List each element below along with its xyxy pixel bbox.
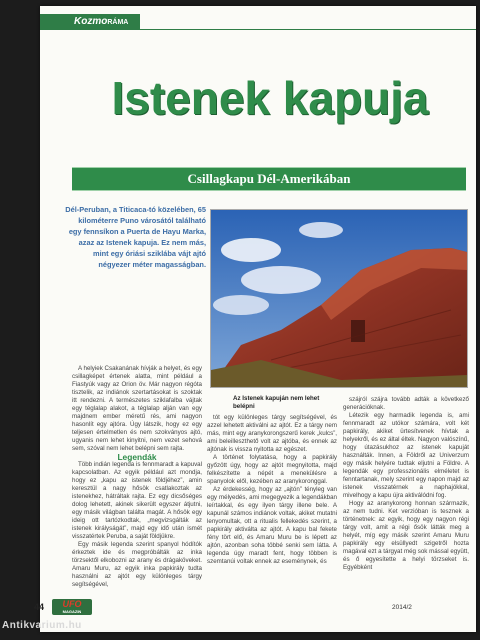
article-photo <box>210 209 468 388</box>
paragraph: Több indián legenda is fennmaradt a kapuval kapcsolatban. Az egyik például azt mondja, hogy ez „kapu az istenek földjéhez”, amin keresztül a nagy hősök csatlakoztak az istenekhez, hátráltak rajta. Ez egy dicsőséges dolog lehetett, akinek sikerült egyszer átjutni, egy másik világban találta magát. A hősök egy ideig ott tartózkodtak, „megvizsgálták az istenek királyságát”, majd egy idő után ismét visszatértek Peruba, a saját földjükre. <box>72 461 202 540</box>
legends-heading: Legendák <box>117 452 157 462</box>
paragraph: szájról szájra tovább adták a következő generációknak. <box>343 396 469 411</box>
paragraph: Hogy az aranykorong honnan származik, az nem tudni. Ket verzióban is tesznek a történetnek: az egyik, hogy egy nagyon régi tárgy volt, amit a régi ősök látták meg a helyét, míg egy másik szerint Amaru Muru papkirály egy elsüllyedt szigetről hozta magával ezt a tárgyat még sok mással együtt, és ő egyesítette a helyi törzseket is. Egyébként <box>343 500 469 571</box>
paragraph: A történet folytatása, hogy a papkirály győzött úgy, hogy az ajtót megnyitotta, majd felkészítette a népét a menekülésre a spanyolok elől, kezében az aranykoronggal. <box>207 454 337 485</box>
article-title: Istenek kapuja <box>111 72 429 124</box>
magazine-page <box>40 6 476 632</box>
page-number: 44 <box>34 602 45 612</box>
paragraph: tót egy különleges tárgy segítségével, és azzel lehetett aktiválni az ajtót. Ez a tárgy nem más, mint egy aranykorongszerű kerek „kulcs”, ami beleilleszthető volt az ajtóba, és ennek az ajtónak is vissza nyitotta az egészet. <box>207 414 337 453</box>
magazine-logo-sub: MAGAZIN <box>62 609 82 614</box>
section-tag <box>40 14 140 30</box>
article-subtitle: Csillagkapu Dél-Amerikában <box>72 167 466 191</box>
text-column-3 <box>343 396 469 572</box>
magazine-logo-text: UFO <box>62 599 82 609</box>
paragraph: Az érdekesség, hogy az „ajtón” tényleg van egy mélyedés, ami megegyezik a legendákban leírtakkal, és egy ilyen tárgy illene bele. A kapunál számos indiánok voltak, akiket mutatni lenyomultak, ott a ritualis fellekedés szerint, a papkirály aktiválta az ajtót. A kapu bal fekete fény tört elő, és Amaru Muru be is lépett az ajtón, azonban soha többé senki sem látta. A legenda úgy maradt fent, hogy többen is szemtanúi voltak ennek az eseménynek, és <box>207 486 337 565</box>
section-prefix: Kozmo <box>74 16 108 27</box>
magazine-logo <box>52 599 92 615</box>
text-column-1 <box>72 365 202 589</box>
text-column-2 <box>207 414 337 566</box>
article-intro: Dél-Peruban, a Titicaca-tó közelében, 65 kilométerre Puno városától található egy fennsíkon a Puerta de Hayu Marka, azaz az Istenek kapuja. Ez nem más, mint egy óriási sziklába vájt ajtó négyezer méter magasságban. <box>65 205 206 269</box>
header-rule <box>140 29 476 30</box>
watermark: Antikvarium.hu <box>2 620 82 631</box>
paragraph: Létezik egy harmadik legenda is, ami fennmaradt az utókor számára, volt két papkirály, akiket ürtesítvenek hívtak a helyekről, és ez által éltek. Nagyon valószínű, hogy útazásukhoz az istenek kapuját használták. Innen, a Földről az Univerzum egy másik helyére tudtak eljutni a Földre. A legendák egy professzionális elméletet is fenntartanak, mely szerint egy napon majd az istenek visszatérnek a naphajókkal, mivelhogy a kapu újra aktiválódni fog. <box>343 412 469 499</box>
paragraph: Egy másik legenda szerint spanyol hódítók érkeztek ide és megpróbálták az inka törzsektől elkobozni az arany és drágaköveket. Amaru Muru, az egyik inka papkirály tudta használni az ajtót egy különleges tárgy segítségével, <box>72 541 202 588</box>
section-suffix: RÁMA <box>107 19 129 26</box>
paragraph: A helyiek Csakanának hívják a helyet, és egy csillagképet értenek alatta, mint például a Fiastyúk vagy az Orion öv. Már nagyon régóta tisztelik, az indiánok szertartásokat is szoktak itt rendezni. A természetes sziklafalba vájtak egy téglalap alakot, a téglalap alján van egy majdnem ember méretű rés, ami nagyon hasonlít egy ajtóra. Úgy látszik, hogy ez egy teljesen értelmetlen és nem szokványos ajtó, ugyanis nem lehet kinyitni, nem vezet sehová sem, szóval nem lehet belépni sem rajta. <box>72 365 202 452</box>
issue-label: 2014/2 <box>392 604 412 611</box>
photo-caption: Az Istenek kapuján nem lehet belépni <box>233 395 320 410</box>
rock-gate-photo <box>211 210 467 387</box>
